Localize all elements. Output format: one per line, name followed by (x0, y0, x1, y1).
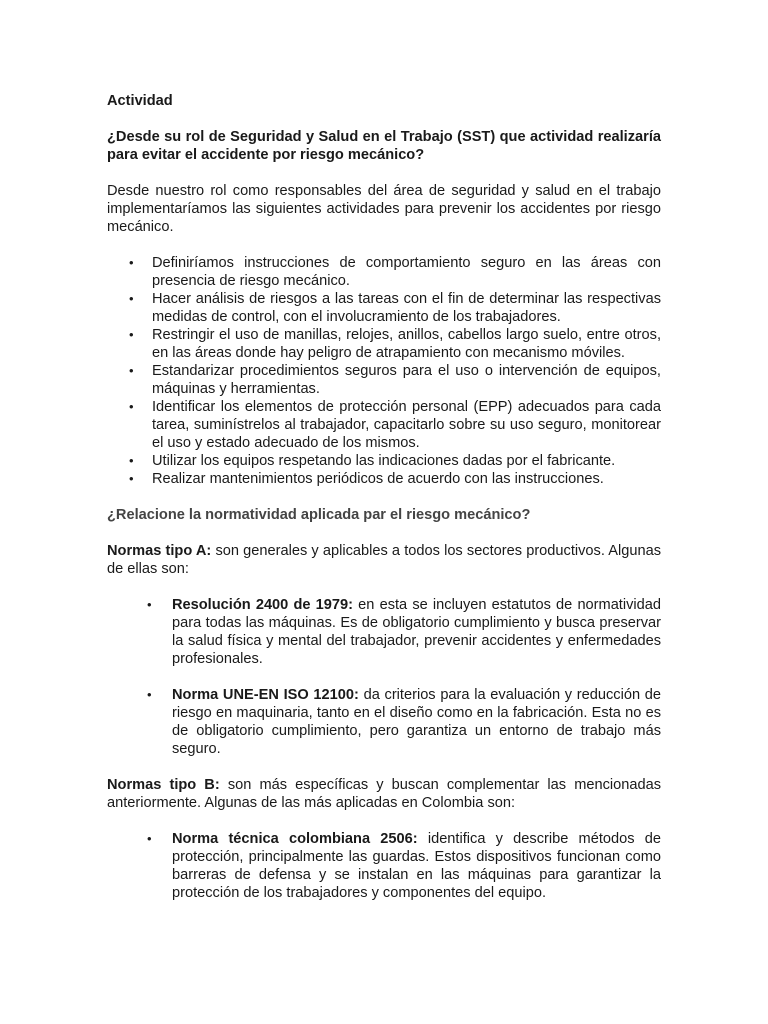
list-item (147, 686, 661, 758)
norm-text: en esta se incluyen estatutos de normatividad para todas las máquinas. Es de obligatorio cumplimiento y busca preservar la salud física y mental del trabajador, prevenir accidentes y enfermedades profesionales. (172, 597, 661, 667)
list-item-text: Realizar mantenimientos periódicos de acuerdo con las instrucciones. (152, 471, 604, 487)
norm-label: Resolución 2400 de 1979: (172, 597, 353, 613)
list-item-text: Hacer análisis de riesgos a las tareas con el fin de determinar las respectivas medidas de control, con el involucramiento de los trabajadores. (152, 291, 661, 325)
list-item-text: Restringir el uso de manillas, relojes, anillos, cabellos largo suelo, entre otros, en las áreas donde hay peligro de atrapamiento con mecanismo móviles. (152, 327, 661, 361)
normas-tipo-b-list (107, 830, 661, 902)
bullet-icon: • (129, 453, 134, 468)
list-item (129, 398, 661, 452)
norm-text: identifica y describe métodos de protección, principalmente las guardas. Estos dispositivos funcionan como barreras de defensa y se instalan en las máquinas para garantizar la protección de los trabajadores y componentes del equipo. (172, 831, 661, 901)
normas-tipo-a-paragraph (107, 542, 661, 578)
bullet-icon: • (129, 327, 134, 342)
bullet-icon: • (129, 255, 134, 270)
normas-tipo-a-label: Normas tipo A: (107, 543, 212, 559)
question-2: ¿Relacione la normatividad aplicada par el riesgo mecánico? (107, 507, 531, 523)
norm-label: Norma técnica colombiana 2506: (172, 831, 418, 847)
normas-tipo-b-text: son más específicas y buscan complementar las mencionadas anteriormente. Algunas de las más aplicadas en Colombia son: (107, 777, 662, 811)
list-item-text: Utilizar los equipos respetando las indicaciones dadas por el fabricante. (152, 453, 616, 469)
list-item (129, 470, 661, 488)
list-item-text: Estandarizar procedimientos seguros para el uso o intervención de equipos, máquinas y herramientas. (152, 363, 661, 397)
normas-tipo-a-list (107, 596, 661, 758)
bullet-icon: • (129, 363, 134, 378)
norm-label: Norma UNE-EN ISO 12100: (172, 687, 359, 703)
list-item (129, 254, 661, 290)
bullet-icon: • (147, 597, 152, 612)
norm-text: da criterios para la evaluación y reducción de riesgo en maquinaria, tanto en el diseño como en la fabricación. Esta no es de obligatorio cumplimiento, pero garantiza un entorno de trabajo más seguro. (172, 687, 661, 757)
bullet-icon: • (129, 291, 134, 306)
bullet-icon: • (147, 687, 152, 702)
question-1: ¿Desde su rol de Seguridad y Salud en el Trabajo (SST) que actividad realizaría para evitar el accidente por riesgo mecánico? (107, 129, 661, 163)
list-item-text: Definiríamos instrucciones de comportamiento seguro en las áreas con presencia de riesgo mecánico. (152, 255, 661, 289)
list-item-text: Identificar los elementos de protección personal (EPP) adecuados para cada tarea, suminístrelos al trabajador, capacitarlo sobre su uso seguro, monitorear el uso y estado adecuado de los mismos. (152, 399, 661, 451)
normas-tipo-b-label: Normas tipo B: (107, 777, 220, 793)
normas-tipo-a-text: son generales y aplicables a todos los sectores productivos. Algunas de ellas son: (107, 543, 661, 577)
document-title: Actividad (107, 93, 173, 109)
list-item (129, 290, 661, 326)
activities-list (107, 254, 661, 488)
list-item (147, 596, 661, 668)
bullet-icon: • (129, 471, 134, 486)
list-item (147, 830, 661, 902)
list-item (129, 326, 661, 362)
list-item (129, 362, 661, 398)
intro-paragraph: Desde nuestro rol como responsables del área de seguridad y salud en el trabajo implementaríamos las siguientes actividades para prevenir los accidentes por riesgo mecánico. (107, 183, 661, 235)
normas-tipo-b-paragraph (107, 776, 661, 812)
bullet-icon: • (129, 399, 134, 414)
bullet-icon: • (147, 831, 152, 846)
list-item (129, 452, 661, 470)
